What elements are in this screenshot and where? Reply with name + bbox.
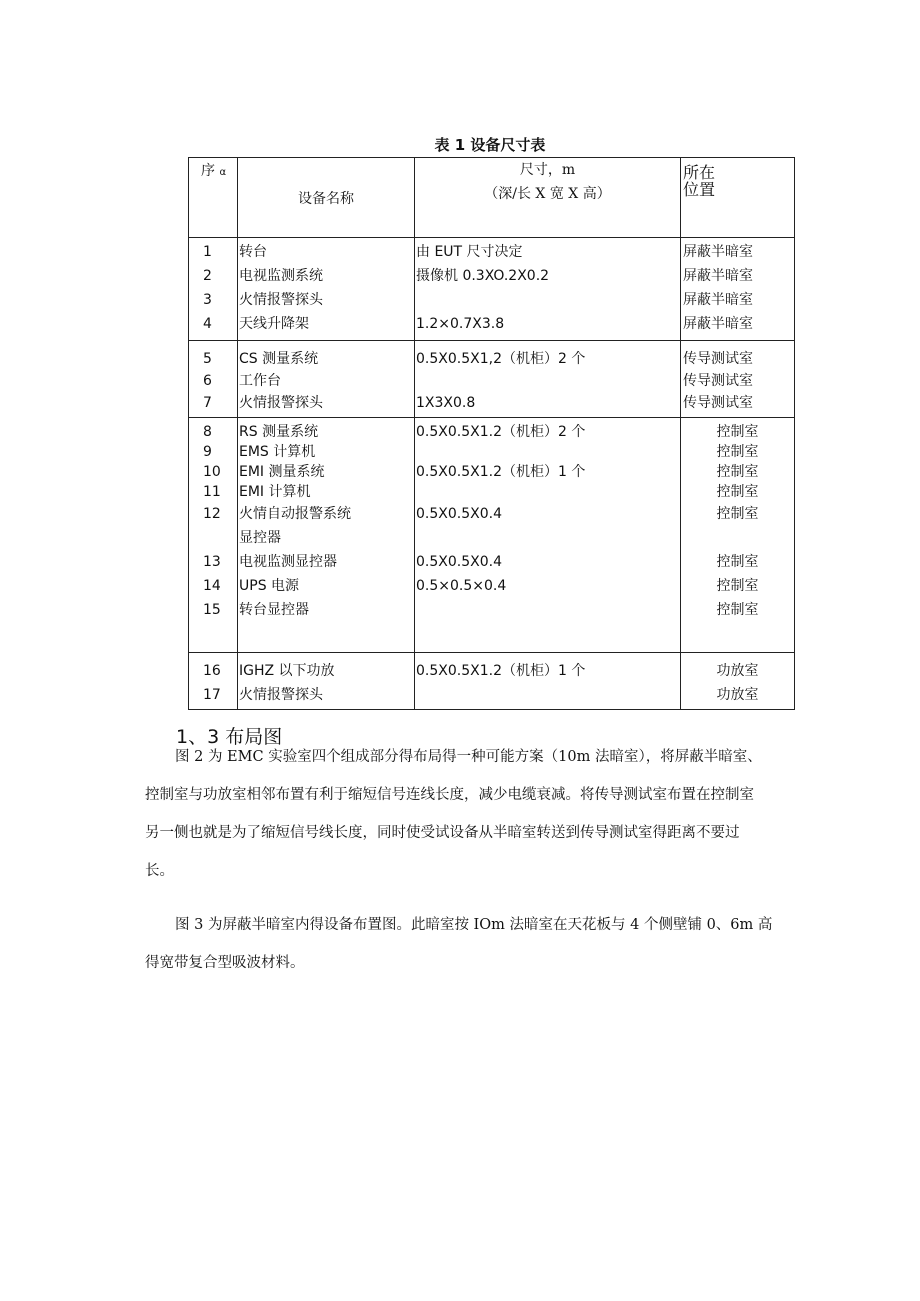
cell-line: 控制室: [716, 424, 759, 440]
cell-line: 屏蔽半暗室: [683, 268, 753, 284]
cell-line: 10: [203, 464, 221, 480]
cell-line: 控制室: [716, 484, 759, 500]
group-location-cell: [681, 418, 795, 653]
cell-line: 屏蔽半暗室: [683, 316, 753, 332]
cell-line: 6: [203, 373, 212, 389]
cell-line: CS 测量系统: [239, 351, 319, 367]
group-name-cell: [238, 341, 415, 418]
cell-line: 火情报警探头: [239, 292, 323, 308]
cell-line: 电视监测系统: [239, 268, 323, 284]
group-size-cell: [415, 341, 681, 418]
paragraph-2-line: 图 3 为屏蔽半暗室内得设备布置图。此暗室按 IOm 法暗室在天花板与 4 个侧壁铺 0、6m 高: [175, 917, 773, 933]
cell-line: [681, 526, 794, 550]
group-name-cell: [238, 238, 415, 341]
group-location-cell: [681, 341, 795, 418]
paragraph-1-line: 控制室与功放室相邻布置有利于缩短信号连线长度，减少电缆衰减。将传导测试室布置在控制室: [145, 787, 754, 803]
table-group-row: [189, 341, 795, 418]
cell-line: 火情报警探头: [239, 395, 323, 411]
cell-line: 屏蔽半暗室: [683, 244, 753, 260]
cell-line: 转台显控器: [239, 602, 309, 618]
cell-line: RS 测量系统: [239, 424, 319, 440]
cell-line: 传导测试室: [683, 351, 753, 367]
cell-line: 0.5X0.5X1.2（机柜）1 个: [416, 464, 586, 480]
cell-line: [415, 683, 680, 707]
equipment-size-table: [188, 157, 795, 710]
cell-line: [415, 526, 680, 550]
cell-line: 转台: [239, 244, 267, 260]
cell-line: 0.5×0.5×0.4: [416, 578, 507, 594]
paragraph-1-line: 图 2 为 EMC 实验室四个组成部分得布局得一种可能方案（10m 法暗室），将屏蔽半暗室、: [175, 749, 762, 765]
cell-line: 7: [203, 395, 212, 411]
header-size-line1: 尺寸，m: [519, 162, 576, 178]
cell-line: EMI 计算机: [239, 484, 311, 500]
cell-line: 11: [203, 484, 221, 500]
header-seq-mark: α: [219, 167, 227, 178]
cell-line: 传导测试室: [683, 373, 753, 389]
cell-line: 由 EUT 尺寸决定: [416, 244, 523, 260]
cell-line: 火情报警探头: [239, 687, 323, 703]
cell-line: 控制室: [716, 578, 759, 594]
cell-line: 摄像机 0.3XO.2X0.2: [416, 268, 550, 284]
cell-line: 2: [203, 268, 212, 284]
cell-line: 0.5X0.5X0.4: [416, 554, 502, 570]
cell-line: IGHZ 以下功放: [239, 663, 335, 679]
cell-line: [415, 598, 680, 622]
header-size-line2: （深/长 X 宽 X 高）: [484, 186, 611, 202]
header-name: 设备名称: [238, 158, 415, 238]
cell-line: 9: [203, 444, 212, 460]
cell-line: 控制室: [716, 554, 759, 570]
cell-line: 控制室: [716, 444, 759, 460]
cell-line: 功放室: [716, 687, 759, 703]
paragraph-1: [145, 738, 805, 890]
cell-line: 0.5X0.5X0.4: [416, 506, 502, 522]
group-location-cell: [681, 238, 795, 341]
cell-line: 1: [203, 244, 212, 260]
cell-line: 17: [203, 687, 221, 703]
cell-line: [415, 482, 680, 502]
group-size-cell: [415, 418, 681, 653]
cell-line: EMS 计算机: [239, 444, 316, 460]
cell-line: 0.5X0.5X1,2（机柜）2 个: [416, 351, 586, 367]
cell-line: 控制室: [716, 464, 759, 480]
table-group-row: [189, 238, 795, 341]
cell-line: 电视监测显控器: [239, 554, 337, 570]
cell-line: 13: [203, 554, 221, 570]
group-seq-cell: [189, 238, 238, 341]
cell-line: 0.5X0.5X1.2（机柜）2 个: [416, 424, 586, 440]
table-header-row: [189, 158, 795, 238]
cell-line: 控制室: [716, 506, 759, 522]
cell-line: 3: [203, 292, 212, 308]
cell-line: 控制室: [716, 602, 759, 618]
group-seq-cell: [189, 341, 238, 418]
cell-line: 15: [203, 602, 221, 618]
header-loc-line1: 所在: [683, 163, 716, 182]
cell-line: [415, 371, 680, 391]
paragraph-1-line: 另一侧也就是为了缩短信号线长度，同时使受试设备从半暗室转送到传导测试室得距离不要过: [145, 825, 740, 841]
cell-line: 4: [203, 316, 212, 332]
header-seq-label: 序: [201, 163, 215, 179]
paragraph-2-line: 得宽带复合型吸波材料。: [145, 955, 305, 971]
cell-line: 5: [203, 351, 212, 367]
paragraph-1-line: 长。: [145, 863, 174, 879]
header-size: [415, 158, 681, 238]
header-loc-line2: 位置: [683, 180, 716, 199]
cell-line: 1X3X0.8: [416, 395, 476, 411]
table-group-row: [189, 653, 795, 710]
cell-line: [415, 442, 680, 462]
group-seq-cell: [189, 653, 238, 710]
section-title: 1、3 布局图: [176, 726, 283, 748]
group-name-cell: [238, 653, 415, 710]
table-caption: 表 1 设备尺寸表: [434, 136, 546, 154]
group-name-cell: [238, 418, 415, 653]
header-location: [681, 158, 795, 238]
cell-line: 工作台: [239, 373, 281, 389]
group-size-cell: [415, 653, 681, 710]
cell-line: UPS 电源: [239, 578, 300, 594]
cell-line: [189, 526, 237, 550]
cell-line: 16: [203, 663, 221, 679]
group-location-cell: [681, 653, 795, 710]
cell-line: 12: [203, 506, 221, 522]
cell-line: 8: [203, 424, 212, 440]
cell-line: 显控器: [239, 530, 281, 546]
cell-line: [415, 288, 680, 312]
table-group-row: [189, 418, 795, 653]
paragraph-2: [145, 906, 805, 982]
group-size-cell: [415, 238, 681, 341]
header-seq: [189, 158, 238, 238]
cell-line: 1.2×0.7X3.8: [416, 316, 505, 332]
cell-line: 传导测试室: [683, 395, 753, 411]
cell-line: 屏蔽半暗室: [683, 292, 753, 308]
cell-line: EMI 测量系统: [239, 464, 325, 480]
cell-line: 天线升降架: [239, 316, 309, 332]
cell-line: 0.5X0.5X1.2（机柜）1 个: [416, 663, 586, 679]
cell-line: 功放室: [716, 663, 759, 679]
cell-line: 火情自动报警系统: [239, 506, 351, 522]
group-seq-cell: [189, 418, 238, 653]
cell-line: 14: [203, 578, 221, 594]
